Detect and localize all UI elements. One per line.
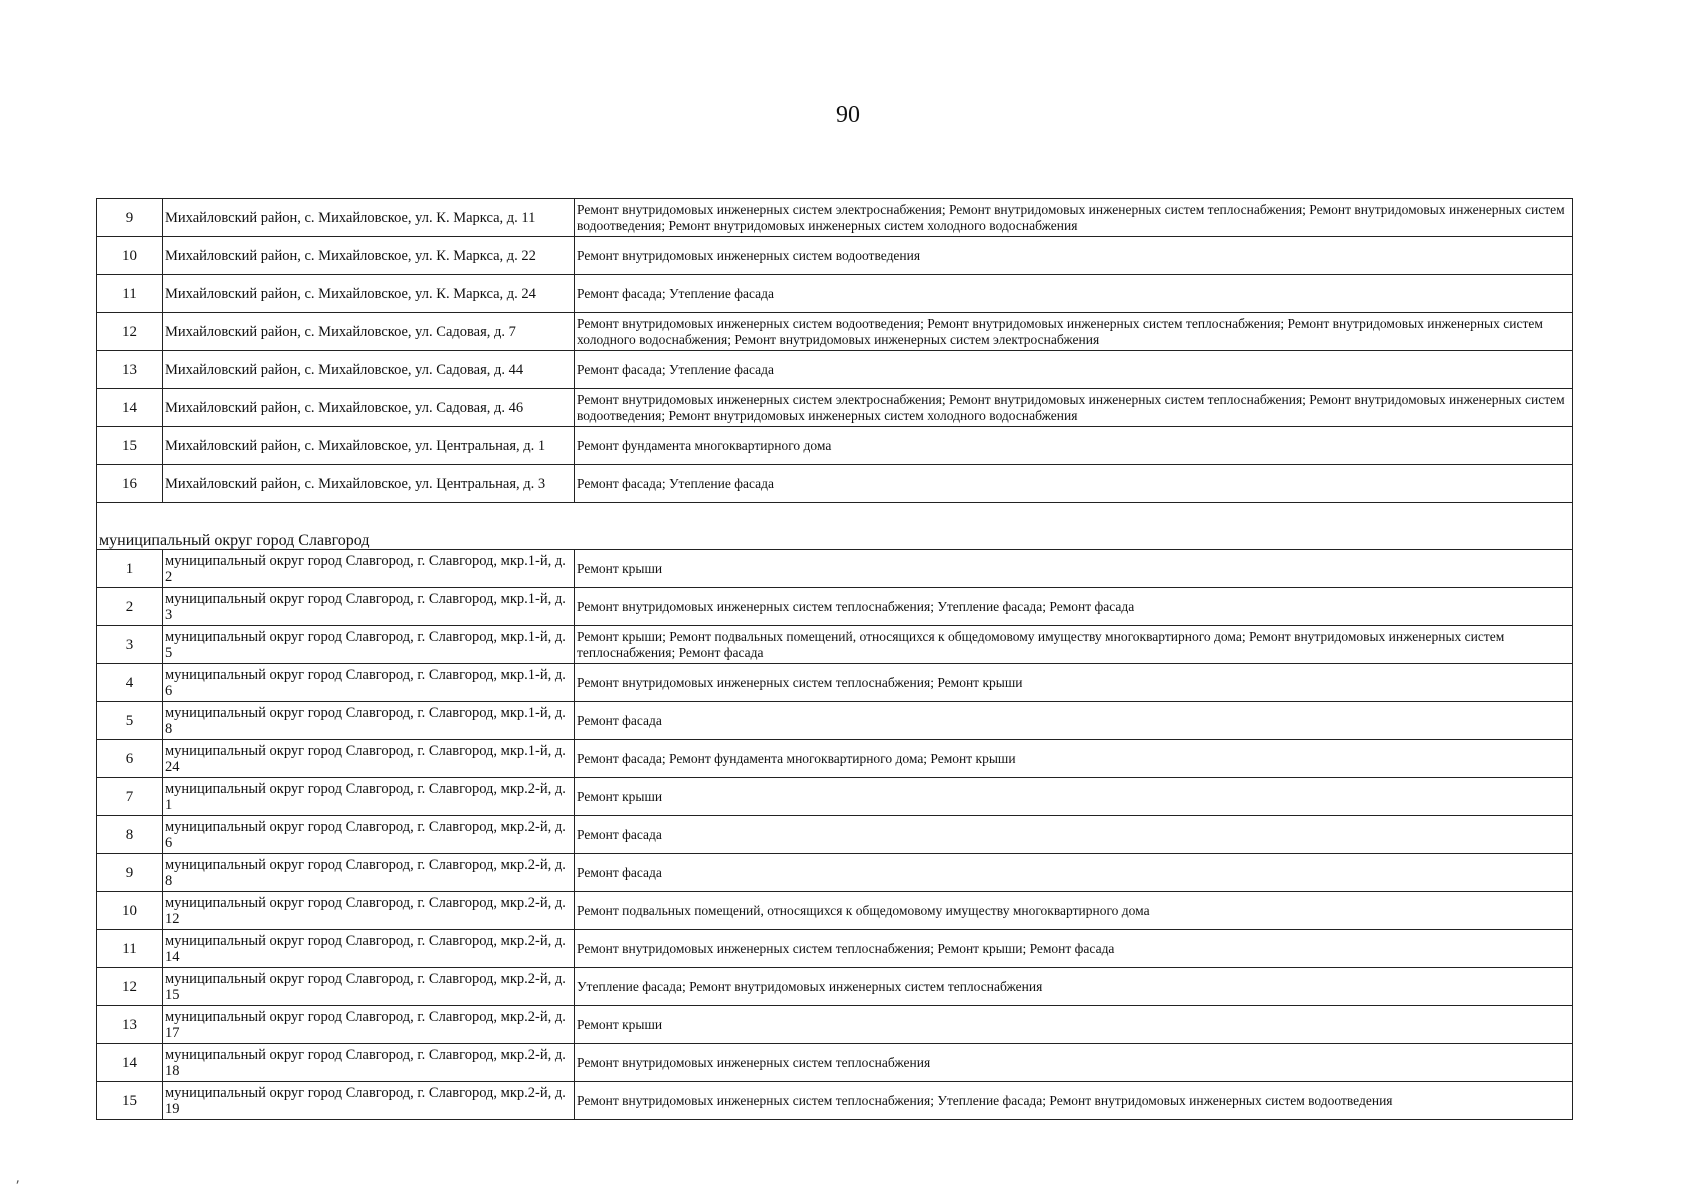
section-header-row <box>97 503 1573 550</box>
works-cell: Ремонт крыши; Ремонт подвальных помещений, относящихся к общедомовому имуществу многоквартирного дома; Ремонт внутридомовых инженерных систем теплоснабжения; Ремонт фасада <box>575 626 1573 664</box>
works-cell: Ремонт внутридомовых инженерных систем теплоснабжения; Утепление фасада; Ремонт внутридомовых инженерных систем водоотведения <box>575 1082 1573 1120</box>
address-cell: Михайловский район, с. Михайловское, ул. Садовая, д. 7 <box>163 313 575 351</box>
address-cell: Михайловский район, с. Михайловское, ул. К. Маркса, д. 22 <box>163 237 575 275</box>
row-number: 3 <box>97 626 163 664</box>
address-cell: муниципальный округ город Славгород, г. Славгород, мкр.1-й, д. 5 <box>163 626 575 664</box>
works-cell: Ремонт внутридомовых инженерных систем теплоснабжения; Ремонт крыши <box>575 664 1573 702</box>
scan-artifact: ⸴ <box>16 1173 20 1188</box>
works-cell: Утепление фасада; Ремонт внутридомовых инженерных систем теплоснабжения <box>575 968 1573 1006</box>
row-number: 5 <box>97 702 163 740</box>
works-cell: Ремонт внутридомовых инженерных систем теплоснабжения; Утепление фасада; Ремонт фасада <box>575 588 1573 626</box>
table-row <box>97 1082 1573 1120</box>
table-row <box>97 588 1573 626</box>
works-cell: Ремонт крыши <box>575 778 1573 816</box>
address-cell: муниципальный округ город Славгород, г. Славгород, мкр.2-й, д. 17 <box>163 1006 575 1044</box>
row-number: 15 <box>97 1082 163 1120</box>
works-cell: Ремонт внутридомовых инженерных систем теплоснабжения; Ремонт крыши; Ремонт фасада <box>575 930 1573 968</box>
table-row <box>97 740 1573 778</box>
works-table <box>96 198 1573 1120</box>
address-cell: муниципальный округ город Славгород, г. Славгород, мкр.1-й, д. 2 <box>163 550 575 588</box>
address-cell: Михайловский район, с. Михайловское, ул. Центральная, д. 3 <box>163 465 575 503</box>
table-row <box>97 778 1573 816</box>
row-number: 15 <box>97 427 163 465</box>
row-number: 16 <box>97 465 163 503</box>
table-row <box>97 664 1573 702</box>
table-row <box>97 275 1573 313</box>
table-row <box>97 702 1573 740</box>
row-number: 4 <box>97 664 163 702</box>
table-row <box>97 626 1573 664</box>
address-cell: муниципальный округ город Славгород, г. Славгород, мкр.2-й, д. 15 <box>163 968 575 1006</box>
row-number: 1 <box>97 550 163 588</box>
works-cell: Ремонт подвальных помещений, относящихся к общедомовому имуществу многоквартирного дома <box>575 892 1573 930</box>
table-row <box>97 816 1573 854</box>
row-number: 13 <box>97 351 163 389</box>
address-cell: муниципальный округ город Славгород, г. Славгород, мкр.1-й, д. 6 <box>163 664 575 702</box>
table-row <box>97 465 1573 503</box>
row-number: 11 <box>97 275 163 313</box>
works-table-wrapper <box>96 198 1572 1120</box>
row-number: 14 <box>97 389 163 427</box>
works-cell: Ремонт фасада; Утепление фасада <box>575 275 1573 313</box>
row-number: 10 <box>97 237 163 275</box>
row-number: 13 <box>97 1006 163 1044</box>
row-number: 8 <box>97 816 163 854</box>
address-cell: Михайловский район, с. Михайловское, ул. Садовая, д. 46 <box>163 389 575 427</box>
row-number: 9 <box>97 854 163 892</box>
works-cell: Ремонт внутридомовых инженерных систем электроснабжения; Ремонт внутридомовых инженерных систем теплоснабжения; Ремонт внутридомовых инженерных систем водоотведения; Ремонт внутридомовых инженерных систем холодного водоснабжения <box>575 389 1573 427</box>
address-cell: муниципальный округ город Славгород, г. Славгород, мкр.2-й, д. 19 <box>163 1082 575 1120</box>
works-cell: Ремонт фасада; Утепление фасада <box>575 351 1573 389</box>
works-cell: Ремонт фасада; Ремонт фундамента многоквартирного дома; Ремонт крыши <box>575 740 1573 778</box>
section-title: муниципальный округ город Славгород <box>97 503 1573 550</box>
row-number: 12 <box>97 313 163 351</box>
table-row <box>97 1044 1573 1082</box>
row-number: 9 <box>97 199 163 237</box>
works-cell: Ремонт фасада <box>575 816 1573 854</box>
table-row <box>97 1006 1573 1044</box>
row-number: 7 <box>97 778 163 816</box>
address-cell: Михайловский район, с. Михайловское, ул. Садовая, д. 44 <box>163 351 575 389</box>
row-number: 11 <box>97 930 163 968</box>
table-row <box>97 313 1573 351</box>
address-cell: муниципальный округ город Славгород, г. Славгород, мкр.2-й, д. 8 <box>163 854 575 892</box>
works-cell: Ремонт крыши <box>575 550 1573 588</box>
works-cell: Ремонт внутридомовых инженерных систем электроснабжения; Ремонт внутридомовых инженерных систем теплоснабжения; Ремонт внутридомовых инженерных систем водоотведения; Ремонт внутридомовых инженерных систем холодного водоснабжения <box>575 199 1573 237</box>
address-cell: Михайловский район, с. Михайловское, ул. К. Маркса, д. 11 <box>163 199 575 237</box>
address-cell: муниципальный округ город Славгород, г. Славгород, мкр.2-й, д. 14 <box>163 930 575 968</box>
address-cell: муниципальный округ город Славгород, г. Славгород, мкр.2-й, д. 12 <box>163 892 575 930</box>
works-table-body <box>97 199 1573 1120</box>
address-cell: муниципальный округ город Славгород, г. Славгород, мкр.1-й, д. 8 <box>163 702 575 740</box>
table-row <box>97 854 1573 892</box>
address-cell: муниципальный округ город Славгород, г. Славгород, мкр.2-й, д. 6 <box>163 816 575 854</box>
table-row <box>97 930 1573 968</box>
table-row <box>97 237 1573 275</box>
works-cell: Ремонт внутридомовых инженерных систем водоотведения <box>575 237 1573 275</box>
address-cell: муниципальный округ город Славгород, г. Славгород, мкр.1-й, д. 3 <box>163 588 575 626</box>
table-row <box>97 968 1573 1006</box>
works-cell: Ремонт фундамента многоквартирного дома <box>575 427 1573 465</box>
works-cell: Ремонт фасада <box>575 854 1573 892</box>
address-cell: Михайловский район, с. Михайловское, ул. Центральная, д. 1 <box>163 427 575 465</box>
works-cell: Ремонт крыши <box>575 1006 1573 1044</box>
works-cell: Ремонт внутридомовых инженерных систем теплоснабжения <box>575 1044 1573 1082</box>
table-row <box>97 892 1573 930</box>
address-cell: муниципальный округ город Славгород, г. Славгород, мкр.2-й, д. 18 <box>163 1044 575 1082</box>
row-number: 6 <box>97 740 163 778</box>
address-cell: Михайловский район, с. Михайловское, ул. К. Маркса, д. 24 <box>163 275 575 313</box>
works-cell: Ремонт фасада <box>575 702 1573 740</box>
row-number: 12 <box>97 968 163 1006</box>
table-row <box>97 550 1573 588</box>
table-row <box>97 351 1573 389</box>
row-number: 14 <box>97 1044 163 1082</box>
row-number: 2 <box>97 588 163 626</box>
works-cell: Ремонт фасада; Утепление фасада <box>575 465 1573 503</box>
table-row <box>97 389 1573 427</box>
works-cell: Ремонт внутридомовых инженерных систем водоотведения; Ремонт внутридомовых инженерных систем теплоснабжения; Ремонт внутридомовых инженерных систем холодного водоснабжения; Ремонт внутридомовых инженерных систем электроснабжения <box>575 313 1573 351</box>
table-row <box>97 427 1573 465</box>
address-cell: муниципальный округ город Славгород, г. Славгород, мкр.1-й, д. 24 <box>163 740 575 778</box>
table-row <box>97 199 1573 237</box>
page-number: 90 <box>836 102 860 128</box>
address-cell: муниципальный округ город Славгород, г. Славгород, мкр.2-й, д. 1 <box>163 778 575 816</box>
row-number: 10 <box>97 892 163 930</box>
